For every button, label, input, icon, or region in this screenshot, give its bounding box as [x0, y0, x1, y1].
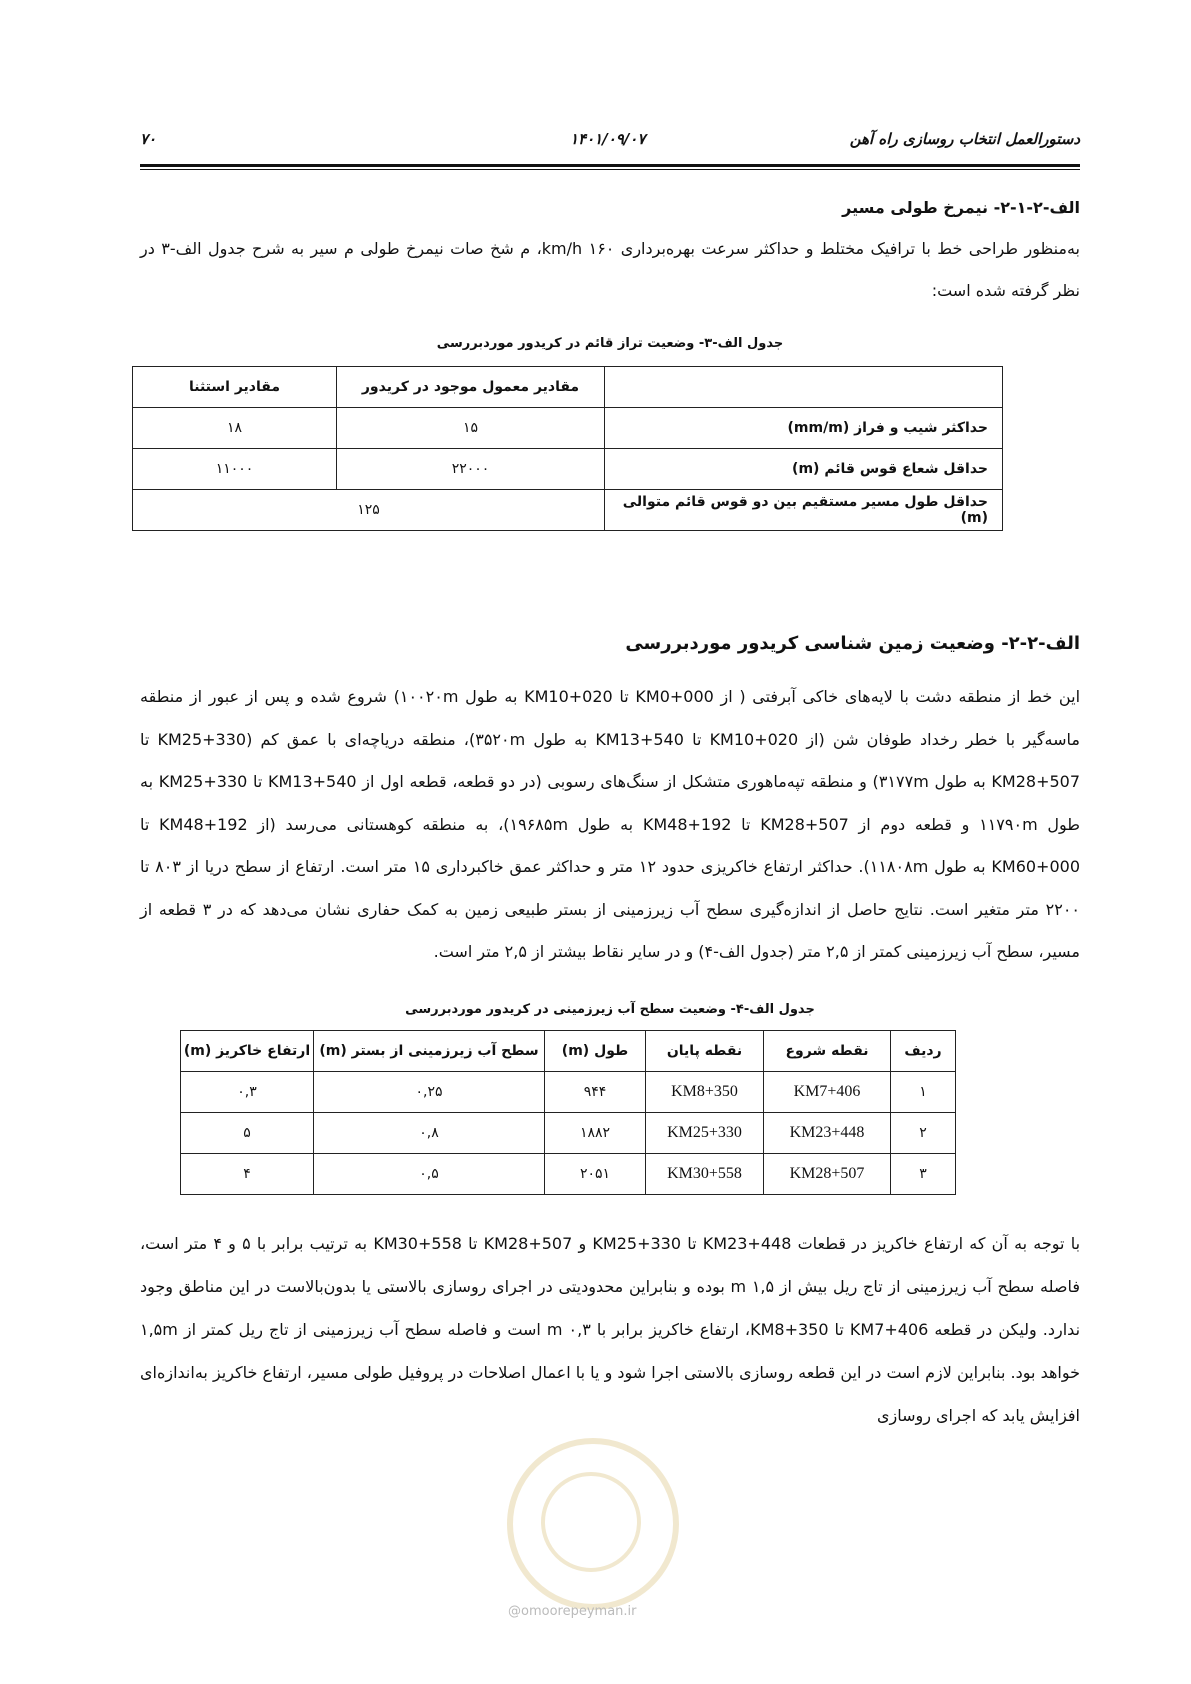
table-header-cell: طول (m): [545, 1031, 646, 1072]
section1-paragraph: [140, 228, 1080, 312]
section-heading-geology: الف-۲-۲- وضعیت زمین شناسی کریدور موردبررسی: [625, 633, 1080, 654]
table-cell: ۲: [891, 1113, 956, 1154]
table-header-cell: [605, 367, 1003, 408]
table-header-cell: ارتفاع خاکریز (m): [181, 1031, 314, 1072]
watermark-url: @omoorepeyman.ir: [508, 1604, 637, 1619]
table-cell: ۳: [891, 1154, 956, 1195]
table-header-cell: نقطه پایان: [646, 1031, 764, 1072]
watermark-seal-logo: [507, 1438, 679, 1610]
table-cell: ۱۱۰۰۰: [133, 449, 337, 490]
table-header-cell: سطح آب زیرزمینی از بستر (m): [314, 1031, 545, 1072]
table-cell: ۵: [181, 1113, 314, 1154]
table-cell: KM8+350: [646, 1072, 764, 1113]
table-header-cell: ردیف: [891, 1031, 956, 1072]
table-header-cell: مقادیر معمول موجود در کریدور: [337, 367, 605, 408]
page-number: ۷۰: [140, 130, 157, 148]
table-row: [133, 490, 1003, 531]
table-cell-merged: ۱۲۵: [133, 490, 605, 531]
page-header: [140, 130, 1080, 162]
table-vertical-alignment: [132, 366, 1003, 531]
section3-paragraph: [140, 1222, 1080, 1437]
table1-caption: جدول الف-۳- وضعیت تراز قائم در کریدور موردبررسی: [436, 336, 784, 351]
paragraph-text: این خط از منطقه دشت با لایه‌های خاکی آبرفتی ( از KM0+000 تا KM10+020 به طول ۱۰۰۲۰m) شروع شده و پس از عبور از منطقه ماسه‌گیر با خطر رخداد طوفان شن (از KM10+020 تا KM13+540 به طول ۳۵۲۰m)، منطقه دریاچه‌ای با عمق کم (KM25+330 تا KM28+507 به طول ۳۱۷۷m) و منطقه تپه‌ماهوری متشکل از سنگ‌های رسوبی (در دو قطعه، قطعه اول از KM13+540 تا KM25+330 به طول ۱۱۷۹۰m و قطعه دوم از KM28+507 تا KM48+192 به طول ۱۹۶۸۵m)، به منطقه کوهستانی می‌رسد (از KM48+192 تا KM60+000 به طول ۱۱۸۰۸m). حداکثر ارتفاع خاکریزی حدود ۱۲ متر و حداکثر عمق خاکبرداری ۱۵ متر است. ارتفاع از سطح دریا از ۸۰۳ تا ۲۲۰۰ متر متغیر است. نتایج حاصل از اندازه‌گیری سطح آب زیرزمینی از بستر طبیعی زمین به کمک حفاری نشان می‌دهد که در ۳ قطعه از مسیر، سطح آب زیرزمینی کمتر از ۲,۵ متر (جدول الف-۴) و در سایر نقاط بیشتر از ۲,۵ متر است.: [140, 687, 1081, 961]
table-cell: ۱۸۸۲: [545, 1113, 646, 1154]
table-header-cell: مقادیر استثنا: [133, 367, 337, 408]
table-header-row: [181, 1031, 956, 1072]
table-row: [133, 408, 1003, 449]
table-header-row: [133, 367, 1003, 408]
row-label: حداقل شعاع قوس قائم (m): [605, 449, 1003, 490]
section2-paragraph: [140, 676, 1080, 974]
table-cell: ۹۴۴: [545, 1072, 646, 1113]
header-rule-thin: [140, 169, 1080, 170]
table-header-cell: نقطه شروع: [764, 1031, 891, 1072]
table-cell: ۲۲۰۰۰: [337, 449, 605, 490]
row-label: حداکثر شیب و فراز (mm/m): [605, 408, 1003, 449]
table-cell: ۰,۵: [314, 1154, 545, 1195]
table-cell: ۱۵: [337, 408, 605, 449]
paragraph-text: به‌منظور طراحی خط با ترافیک مختلط و حداکثر سرعت بهره‌برداری ۱۶۰ km/h، م شخ صات نیمرخ طولی م سیر به شرح جدول الف-۳ در نظر گرفته شده است:: [140, 239, 1081, 300]
table-cell: ۰,۲۵: [314, 1072, 545, 1113]
table-cell: KM25+330: [646, 1113, 764, 1154]
seal-inner-ring: [541, 1472, 641, 1572]
table-cell: ۱۸: [133, 408, 337, 449]
table2-caption: جدول الف-۴- وضعیت سطح آب زیرزمینی در کریدور موردبررسی: [405, 1002, 815, 1017]
table-cell: KM7+406: [764, 1072, 891, 1113]
section-heading-longitudinal-profile: الف-۲-۱-۲- نیمرخ طولی مسیر: [842, 198, 1080, 217]
table-cell: KM23+448: [764, 1113, 891, 1154]
table-cell: ۰,۸: [314, 1113, 545, 1154]
table-cell: ۲۰۵۱: [545, 1154, 646, 1195]
table-cell: ۰,۳: [181, 1072, 314, 1113]
table-cell: KM28+507: [764, 1154, 891, 1195]
table-cell: KM30+558: [646, 1154, 764, 1195]
table-groundwater: [180, 1030, 956, 1195]
table-row: [181, 1154, 956, 1195]
table-cell: ۴: [181, 1154, 314, 1195]
document-title: دستورالعمل انتخاب روسازی راه آهن: [849, 130, 1080, 148]
table-row: [133, 449, 1003, 490]
paragraph-text: با توجه به آن که ارتفاع خاکریز در قطعات KM23+448 تا KM25+330 و KM28+507 تا KM30+558 به ترتیب برابر با ۵ و ۴ متر است، فاصله سطح آب زیرزمینی از تاج ریل بیش از ۱,۵ m بوده و بنابراین محدودیتی در اجرای روسازی بالاستی یا بدون‌بالاست در این مناطق وجود ندارد. ولیکن در قطعه KM7+406 تا KM8+350، ارتفاع خاکریز برابر با ۰,۳ m است و فاصله سطح آب زیرزمینی از تاج ریل کمتر از ۱,۵m خواهد بود. بنابراین لازم است در این قطعه روسازی بالاستی اجرا شود و یا با اعمال اصلاحات در پروفیل طولی مسیر، ارتفاع خاکریز به‌اندازه‌ای افزایش یابد که اجرای روسازی: [140, 1234, 1081, 1425]
header-rule-thick: [140, 164, 1080, 167]
table-row: [181, 1113, 956, 1154]
row-label: حداقل طول مسیر مستقیم بین دو قوس قائم متوالی (m): [605, 490, 1003, 531]
document-date: ۱۴۰۱/۰۹/۰۷: [570, 130, 646, 148]
table-row: [181, 1072, 956, 1113]
table-cell: ۱: [891, 1072, 956, 1113]
